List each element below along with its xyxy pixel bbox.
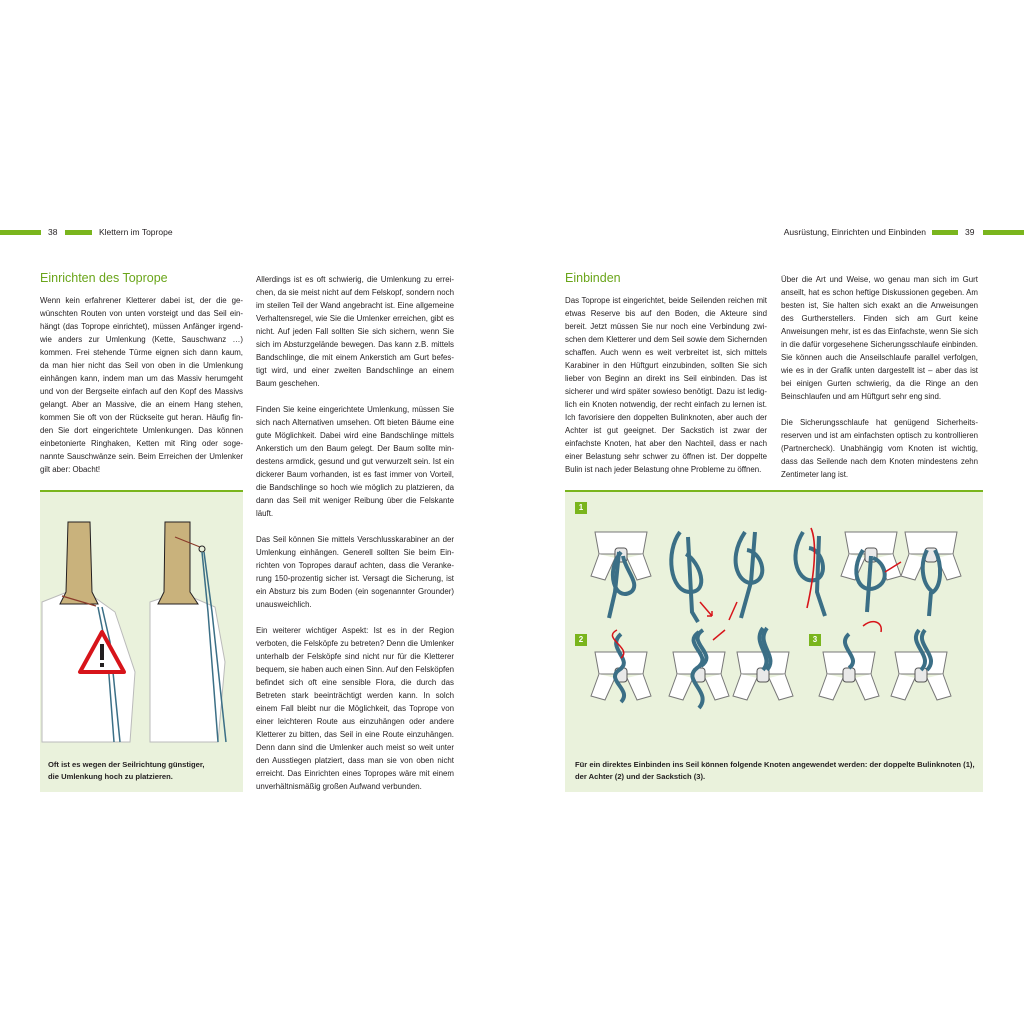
right-figure-caption	[575, 759, 975, 782]
paragraph: Ein weiterer wichtiger Aspekt: Ist es in der Region verboten, die Felsköpfe zu betreten? Denn die Umlenker unterhalb der Felsköpfe sind nicht nur für die Kletterer bequem, sie haben auch einen Sinn. Auf den Felsköpfen befindet sich oft eine sensible Flora, die durch das Betreten stark beeinträchtigt werden kann. In solch einem Fall bleibt nur die Möglichkeit, das Toprope von einer leichteren Route aus einzuhängen oder andere Kletterer zu bitten, das Seil in eine Route einzuhängen. Denn dann sind die Umlenker auch meist so weit unter den Ausstiegen platziert, dass man sie von oben nicht erreicht. Das Einrichten eines Topropes wäre mit einem unverhältnismäßig großen Aufwand verbunden.	[256, 626, 454, 791]
knot-step-1-4	[795, 528, 825, 616]
toprope-figure	[40, 490, 243, 792]
paragraph: Über die Art und Weise, wo genau man sich im Gurt anseilt, hat es schon heftige Diskussionen gegeben. Am besten ist, Sie halten sich exakt an die Anweisungen des Gurtherstellers. Finden sich am Gurt keine Anweisungen mehr, ist es das Einfachste, wenn Sie sich in die dafür vorgesehene Sicherungsschlaufe einbinden. Sie können auch die Anseilschlaufe parallel verfolgen, wie es in der Grafik unten dargestellt ist – aber das ist bei einigen Gurten schwierig, da die Ringe an den Beinschlaufen und am Hüftgurt sehr eng sind.	[781, 275, 978, 401]
figure-badge-2: 2	[575, 634, 587, 646]
knot-step-2-1	[591, 630, 651, 702]
left-section-heading: Einrichten des Toprope	[40, 271, 168, 285]
paragraph: Finden Sie keine eingerichtete Umlenkung, müssen Sie sich nach Alternativen umsehen. Oft bieten Bäume eine gute Möglichkeit. Dabei wird eine Bandschlinge mittels Ankerstich um den Baum gelegt. Der Baum sollte mindestens armdick, gesund und gut verwurzelt sein. Ist ein dickerer Baum vorhanden, ist es fast immer von Vorteil, die Bandschlinge so hoch wie möglich zu platzieren, da dann das Seil mit weniger Reibung über die Felskante läuft.	[256, 405, 454, 518]
header-bar-left-inner	[65, 230, 92, 235]
knot-illustrations	[565, 492, 983, 752]
right-section-heading: Einbinden	[565, 271, 621, 285]
right-column-1	[565, 294, 767, 476]
caption-line: der Achter (2) und der Sackstich (3).	[575, 771, 706, 781]
knots-figure	[565, 490, 983, 792]
left-column-2	[256, 273, 454, 793]
tree-left	[60, 522, 98, 604]
left-running-head: Klettern im Toprope	[99, 227, 173, 237]
caption-line: Oft ist es wegen der Seilrichtung günstiger,	[48, 760, 205, 769]
knot-step-1-6	[901, 532, 961, 616]
toprope-illustration	[40, 492, 243, 742]
knot-step-1-5	[841, 532, 901, 612]
header-bar-right-inner	[932, 230, 958, 235]
tree-right	[158, 522, 198, 604]
right-column-2	[781, 273, 978, 481]
left-column-1	[40, 294, 243, 476]
knot-step-2-3	[733, 628, 793, 700]
figure-badge-3: 3	[809, 634, 821, 646]
header-bar-right-outer	[983, 230, 1024, 235]
knot-step-1-1	[591, 532, 651, 618]
left-page-number: 38	[48, 227, 58, 237]
knot-step-1-3	[729, 532, 762, 620]
rock-right	[150, 592, 225, 742]
knot-step-3-2	[891, 630, 951, 700]
figure-badge-1: 1	[575, 502, 587, 514]
header-bar-left-outer	[0, 230, 41, 235]
knot-step-2-2	[669, 630, 729, 708]
knot-step-1-2	[671, 532, 712, 622]
paragraph: Wenn kein erfahrener Kletterer dabei ist, der die gewünschten Routen von unten vorsteigt und das Seil einhängt (das Toprope einrichtet), müssen Anfänger irgendwie anders zur Umlenkung (Kette, Sauschwanz …) kommen. Frei stehende Türme eignen sich dann kaum, da man hier nicht das Seil von oben in die Umlenkung einhängen kann, indem man um das Massiv herumgeht und von der Bergseite einfach auf den Kopf des Massivs gelangt. Aber an Massive, die an einem Hang stehen, kommen Sie oft von der Rückseite gut heran. Häufig finden Sie dort eingerichtete Umlenkungen. Das können einbetonierte Ringhaken, Ketten mit Ring oder sogenannte Sauschwänze sein. Beim Erreichen der Umlenker gilt aber: Obacht!	[40, 296, 243, 474]
caption-line: die Umlenkung hoch zu platzieren.	[48, 771, 173, 781]
right-running-head: Ausrüstung, Einrichten und Einbinden	[783, 227, 926, 237]
paragraph: Die Sicherungsschlaufe hat genügend Sicherheitsreserven und ist am einfachsten optisch zu kontrollieren (Partnercheck). Unabhängig vom Knoten ist wichtig, dass das Seilende nach dem Knoten mindestens zehn Zentimeter lang ist.	[781, 418, 978, 479]
knot-step-3-1	[819, 622, 881, 700]
paragraph: Das Seil können Sie mittels Verschlusskarabiner an der Umlenkung einhängen. Generell sollten Sie beim Einrichten von Topropes darauf achten, dass die Verankerung 150-prozentig sicher ist. Versagt die Sicherung, ist ein Absturz bis zum Boden (ein sogenannter Grounder) unausweichlich.	[256, 535, 454, 609]
right-page-number: 39	[965, 227, 975, 237]
carabiner-right	[199, 546, 205, 552]
left-figure-caption	[48, 759, 238, 782]
paragraph: Allerdings ist es oft schwierig, die Umlenkung zu erreichen, da sie meist nicht auf dem Felskopf, sondern noch im steilen Teil der Wand angebracht ist. Eine allgemeine Verhaltensregel, wie Sie die Umlenker erreichen, gibt es nicht. Auf jeden Fall sollten Sie sich sichern, wenn Sie sich im Absturzgelände bewegen. Das kann z.B. mittels Bandschlinge, die mit einem Ankerstich am Gurt befestigt wird, und einer zweiten Bandschlinge an einem Baum geschehen.	[256, 275, 454, 388]
caption-line: Für ein direktes Einbinden ins Seil können folgende Knoten angewendet werden: der doppelte Bulinknoten (1),	[575, 760, 975, 769]
paragraph: Das Toprope ist eingerichtet, beide Seilenden reichen mit etwas Reserve bis auf den Boden, die Akteure sind bereit. Jetzt müssen Sie nur noch eine Verbindung zwischen dem Kletterer und dem Seil sowie dem Sichernden schaffen. Auch wenn es weit verbreitet ist, sich mittels Karabiner in den Hüftgurt einzubinden, sollten Sie sich lieber von Beginn an direkt ins Seil einbinden. Das ist sicherer und wird später sowieso benötigt. Dazu ist lediglich ein Knoten notwendig, der recht einfach zu lernen ist. Ich favorisiere den doppelten Bulinknoten, aber auch der Achter ist gut geeignet. Der Sackstich ist zwar der einfachste Knoten, hat aber den Nachteil, dass er nach einer Belastung sehr schwer zu öffnen ist. Der doppelte Bulin ist nach jeder Belastung ohne Probleme zu öffnen.	[565, 296, 767, 474]
